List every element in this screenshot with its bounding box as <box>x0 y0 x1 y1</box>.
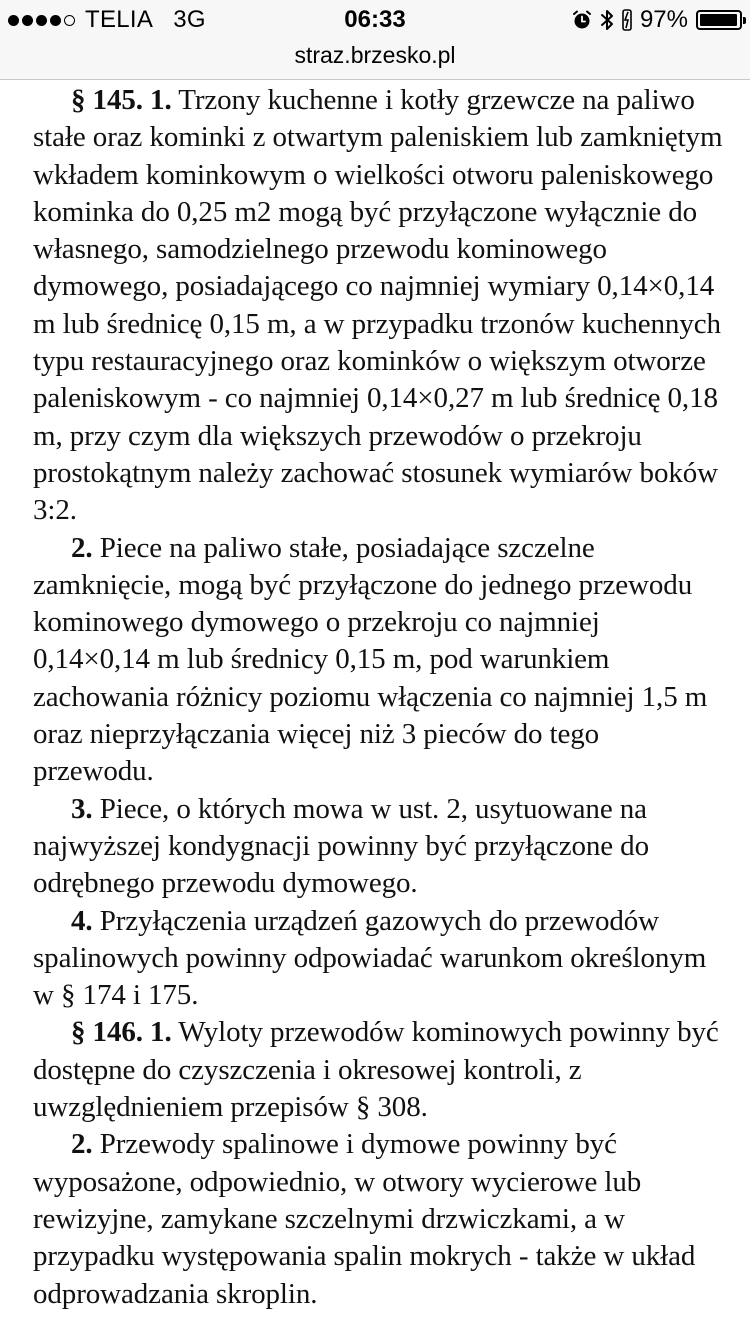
article-paragraph <box>33 1126 723 1312</box>
carrier-name: TELIA <box>85 6 154 33</box>
paragraph-number: § 146. 1. <box>71 1016 172 1049</box>
article-paragraph <box>33 903 723 1015</box>
paragraph-number: 2. <box>71 531 93 564</box>
article-paragraph <box>33 1014 723 1126</box>
paragraph-text: Przewody spalinowe i dymowe powinny być wyposażone, odpowiednio, w otwory wycierowe lub rewizyjne, zamykane szczelnymi drzwiczkami, a w przypadku występowania spalin mokrych - także w układ odprowadzania skroplin. <box>33 1128 696 1310</box>
paragraph-number: 4. <box>71 904 93 937</box>
battery-level-fill <box>700 14 737 26</box>
article-paragraph <box>33 82 723 530</box>
battery-icon <box>696 10 742 30</box>
status-bar-right <box>572 0 742 40</box>
network-type: 3G <box>173 6 206 33</box>
paragraph-number: 2. <box>71 1128 93 1161</box>
battery-percent: 97% <box>639 6 688 33</box>
article-paragraph <box>33 530 723 791</box>
status-bar <box>0 0 750 40</box>
bluetooth-icon <box>600 8 614 32</box>
article-content <box>33 82 723 1313</box>
paragraph-text: Piece, o których mowa w ust. 2, usytuowane na najwyższej kondygnacji powinny być przyłączone do odrębnego przewodu dymowego. <box>33 792 649 900</box>
article-paragraph <box>33 791 723 903</box>
status-time: 06:33 <box>344 6 406 33</box>
paragraph-text: Piece na paliwo stałe, posiadające szczelne zamknięcie, mogą być przyłączone do jednego przewodu kominowego dymowego o przekroju co najmniej 0,14×0,14 m lub średnicy 0,15 m, pod warunkiem zachowania różnicy poziomu włączenia co najmniej 1,5 m oraz nieprzyłączania więcej niż 3 pieców do tego przewodu. <box>33 531 708 788</box>
paragraph-number: 3. <box>71 792 93 825</box>
paragraph-number: § 145. 1. <box>71 84 172 116</box>
paragraph-text: Wyloty przewodów kominowych powinny być dostępne do czyszczenia i okresowej kontroli, z uwzględnieniem przepisów § 308. <box>33 1016 719 1124</box>
alarm-icon <box>572 10 592 30</box>
charging-icon <box>622 9 632 31</box>
paragraph-text: Przyłączenia urządzeń gazowych do przewodów spalinowych powinny odpowiadać warunkom określonym w § 174 i 175. <box>33 904 707 1012</box>
url-bar[interactable] <box>0 40 750 80</box>
url-domain[interactable]: straz.brzesko.pl <box>294 42 456 68</box>
paragraph-text: Trzony kuchenne i kotły grzewcze na paliwo stałe oraz kominki z otwartym paleniskiem lub zamkniętym wkładem kominkowym o wielkości otworu paleniskowego kominka do 0,25 m2 mogą być przyłączone wyłącznie do własnego, samodzielnego przewodu kominowego dymowego, posiadającego co najmniej wymiary 0,14×0,14 m lub średnicę 0,15 m, a w przypadku trzonów kuchennych typu restauracyjnego oraz kominków o większym otworze paleniskowym - co najmniej 0,14×0,27 m lub średnicę 0,18 m, przy czym dla większych przewodów o przekroju prostokątnym należy zachować stosunek wymiarów boków 3:2. <box>33 84 723 527</box>
